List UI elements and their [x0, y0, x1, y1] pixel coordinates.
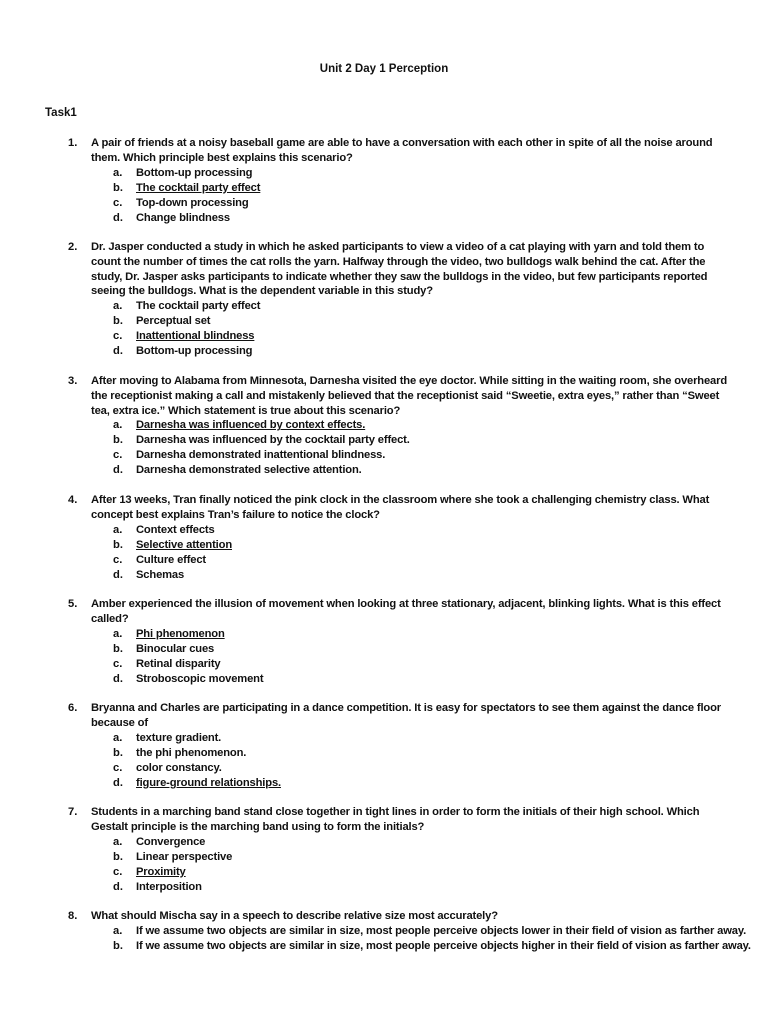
- option-text: Convergence: [136, 835, 206, 848]
- option-a: [68, 835, 728, 850]
- option-letter: b.: [113, 642, 123, 655]
- option-letter: d.: [113, 672, 123, 685]
- option-letter: d.: [113, 211, 123, 224]
- question-1: [68, 136, 728, 226]
- option-text-answer: The cocktail party effect: [136, 181, 261, 194]
- option-letter: c.: [113, 449, 123, 462]
- option-text: Bottom-up processing: [136, 166, 253, 179]
- page-title: Unit 2 Day 1 Perception: [319, 63, 449, 75]
- option-letter: d.: [113, 345, 123, 358]
- option-b: [68, 850, 728, 865]
- option-text: Darnesha demonstrated inattentional blindness.: [136, 449, 386, 462]
- option-text: Retinal disparity: [136, 657, 221, 670]
- option-b: [68, 314, 728, 329]
- option-text: Interposition: [136, 880, 202, 893]
- option-b: [68, 538, 728, 553]
- option-text-answer: figure-ground relationships.: [136, 776, 281, 789]
- option-letter: c.: [113, 553, 123, 566]
- option-d: [68, 880, 728, 895]
- option-letter: c.: [113, 330, 123, 343]
- option-a: [68, 299, 728, 314]
- question-number: 3.: [68, 375, 78, 387]
- option-text: Perceptual set: [136, 315, 211, 328]
- option-letter: a.: [113, 523, 123, 536]
- option-letter: a.: [113, 419, 123, 432]
- option-text: Binocular cues: [136, 642, 215, 655]
- question-number: 1.: [68, 137, 78, 149]
- option-text-answer: Phi phenomenon: [136, 627, 225, 640]
- option-letter: c.: [113, 657, 123, 670]
- option-list: [68, 523, 728, 583]
- option-b: [68, 433, 728, 448]
- option-c: [68, 865, 728, 880]
- option-list: [68, 731, 728, 791]
- option-a: [68, 731, 728, 746]
- option-letter: d.: [113, 880, 123, 893]
- option-a: [68, 627, 728, 642]
- option-b: [68, 181, 728, 196]
- question-number: 6.: [68, 702, 78, 714]
- question-2: [68, 240, 728, 359]
- option-c: [68, 196, 728, 211]
- option-d: [68, 211, 728, 226]
- question-text: A pair of friends at a noisy baseball game are able to have a conversation with each other in spite of all the noise around them. Which principle best explains this scenario?: [91, 137, 713, 164]
- option-text: If we assume two objects are similar in size, most people perceive objects lower in their field of vision as farther away.: [136, 924, 747, 937]
- question-text: Students in a marching band stand close together in tight lines in order to form the initials of their high school. Which Gestalt principle is the marching band using to form the initials?: [91, 806, 700, 833]
- option-text: Top-down processing: [136, 196, 249, 209]
- option-a: [68, 418, 728, 433]
- option-a: [68, 523, 728, 538]
- question-number: 8.: [68, 910, 78, 922]
- question-number: 7.: [68, 806, 78, 818]
- option-d: [68, 463, 728, 478]
- option-text: The cocktail party effect: [136, 300, 261, 313]
- option-d: [68, 672, 728, 687]
- option-text: color constancy.: [136, 761, 222, 774]
- option-d: [68, 568, 728, 583]
- option-list: [68, 627, 728, 687]
- option-letter: c.: [113, 761, 123, 774]
- question-6: [68, 701, 728, 791]
- option-d: [68, 344, 728, 359]
- option-text: Darnesha was influenced by the cocktail party effect.: [136, 434, 410, 447]
- option-letter: a.: [113, 924, 123, 937]
- option-list: [68, 299, 728, 359]
- option-list: [68, 166, 728, 226]
- option-letter: b.: [113, 850, 123, 863]
- option-letter: a.: [113, 835, 123, 848]
- option-text-answer: Darnesha was influenced by context effects.: [136, 419, 366, 432]
- option-b: [68, 939, 751, 954]
- option-letter: b.: [113, 939, 123, 952]
- option-letter: d.: [113, 568, 123, 581]
- option-a: [68, 166, 728, 181]
- option-text: Schemas: [136, 568, 185, 581]
- option-letter: c.: [113, 865, 123, 878]
- question-8: [68, 909, 751, 954]
- option-text-answer: Selective attention: [136, 538, 233, 551]
- option-b: [68, 746, 728, 761]
- question-number: 4.: [68, 494, 78, 506]
- question-text: Bryanna and Charles are participating in a dance competition. It is easy for spectators to see them against the dance floor because of: [91, 702, 721, 729]
- option-text: If we assume two objects are similar in size, most people perceive objects higher in their field of vision as farther away.: [136, 939, 751, 952]
- question-number: 5.: [68, 598, 78, 610]
- option-list: [68, 924, 751, 954]
- option-text: Darnesha demonstrated selective attention.: [136, 464, 362, 477]
- option-letter: c.: [113, 196, 123, 209]
- option-d: [68, 776, 728, 791]
- option-text: Stroboscopic movement: [136, 672, 264, 685]
- question-text: After 13 weeks, Tran finally noticed the pink clock in the classroom where she took a challenging chemistry class. What concept best explains Tran’s failure to notice the clock?: [91, 494, 710, 521]
- option-c: [68, 657, 728, 672]
- question-5: [68, 597, 728, 687]
- option-letter: a.: [113, 627, 123, 640]
- option-b: [68, 642, 728, 657]
- option-text: Culture effect: [136, 553, 207, 566]
- option-text: texture gradient.: [136, 731, 222, 744]
- option-text: Linear perspective: [136, 850, 233, 863]
- question-text: Amber experienced the illusion of movement when looking at three stationary, adjacent, blinking lights. What is this effect called?: [91, 598, 721, 625]
- option-letter: d.: [113, 464, 123, 477]
- option-text: the phi phenomenon.: [136, 746, 247, 759]
- option-c: [68, 448, 728, 463]
- option-text-answer: Inattentional blindness: [136, 330, 255, 343]
- option-letter: b.: [113, 315, 123, 328]
- option-letter: a.: [113, 731, 123, 744]
- option-letter: d.: [113, 776, 123, 789]
- question-text: Dr. Jasper conducted a study in which he asked participants to view a video of a cat playing with yarn and told them to count the number of times the cat rolls the yarn. Halfway through the video, two bulldogs walk behind the cat. After the study, Dr. Jasper asks participants to indicate whether they saw the bulldogs in the video, but few participants reported seeing the bulldogs. What is the dependent variable in this study?: [91, 241, 708, 298]
- question-7: [68, 805, 728, 895]
- question-text: After moving to Alabama from Minnesota, Darnesha visited the eye doctor. While sitting in the waiting room, she overheard the receptionist making a call and mistakenly believed that the receptionist said “Sweetie, extra eyes,” rather than “Sweet tea, extra ice.” Which statement is true about this scenario?: [91, 375, 728, 417]
- option-letter: a.: [113, 166, 123, 179]
- question-4: [68, 493, 728, 583]
- option-letter: b.: [113, 181, 123, 194]
- option-list: [68, 418, 728, 478]
- option-c: [68, 329, 728, 344]
- option-letter: b.: [113, 746, 123, 759]
- option-text: Context effects: [136, 523, 215, 536]
- task-label: Task1: [45, 107, 77, 119]
- option-list: [68, 835, 728, 895]
- option-text-answer: Proximity: [136, 865, 186, 878]
- question-number: 2.: [68, 241, 78, 253]
- option-c: [68, 761, 728, 776]
- question-3: [68, 374, 728, 478]
- option-letter: b.: [113, 434, 123, 447]
- question-text: What should Mischa say in a speech to describe relative size most accurately?: [91, 910, 498, 922]
- option-a: [68, 924, 747, 939]
- option-text: Change blindness: [136, 211, 230, 224]
- option-text: Bottom-up processing: [136, 345, 253, 358]
- option-letter: b.: [113, 538, 123, 551]
- option-letter: a.: [113, 300, 123, 313]
- option-c: [68, 553, 728, 568]
